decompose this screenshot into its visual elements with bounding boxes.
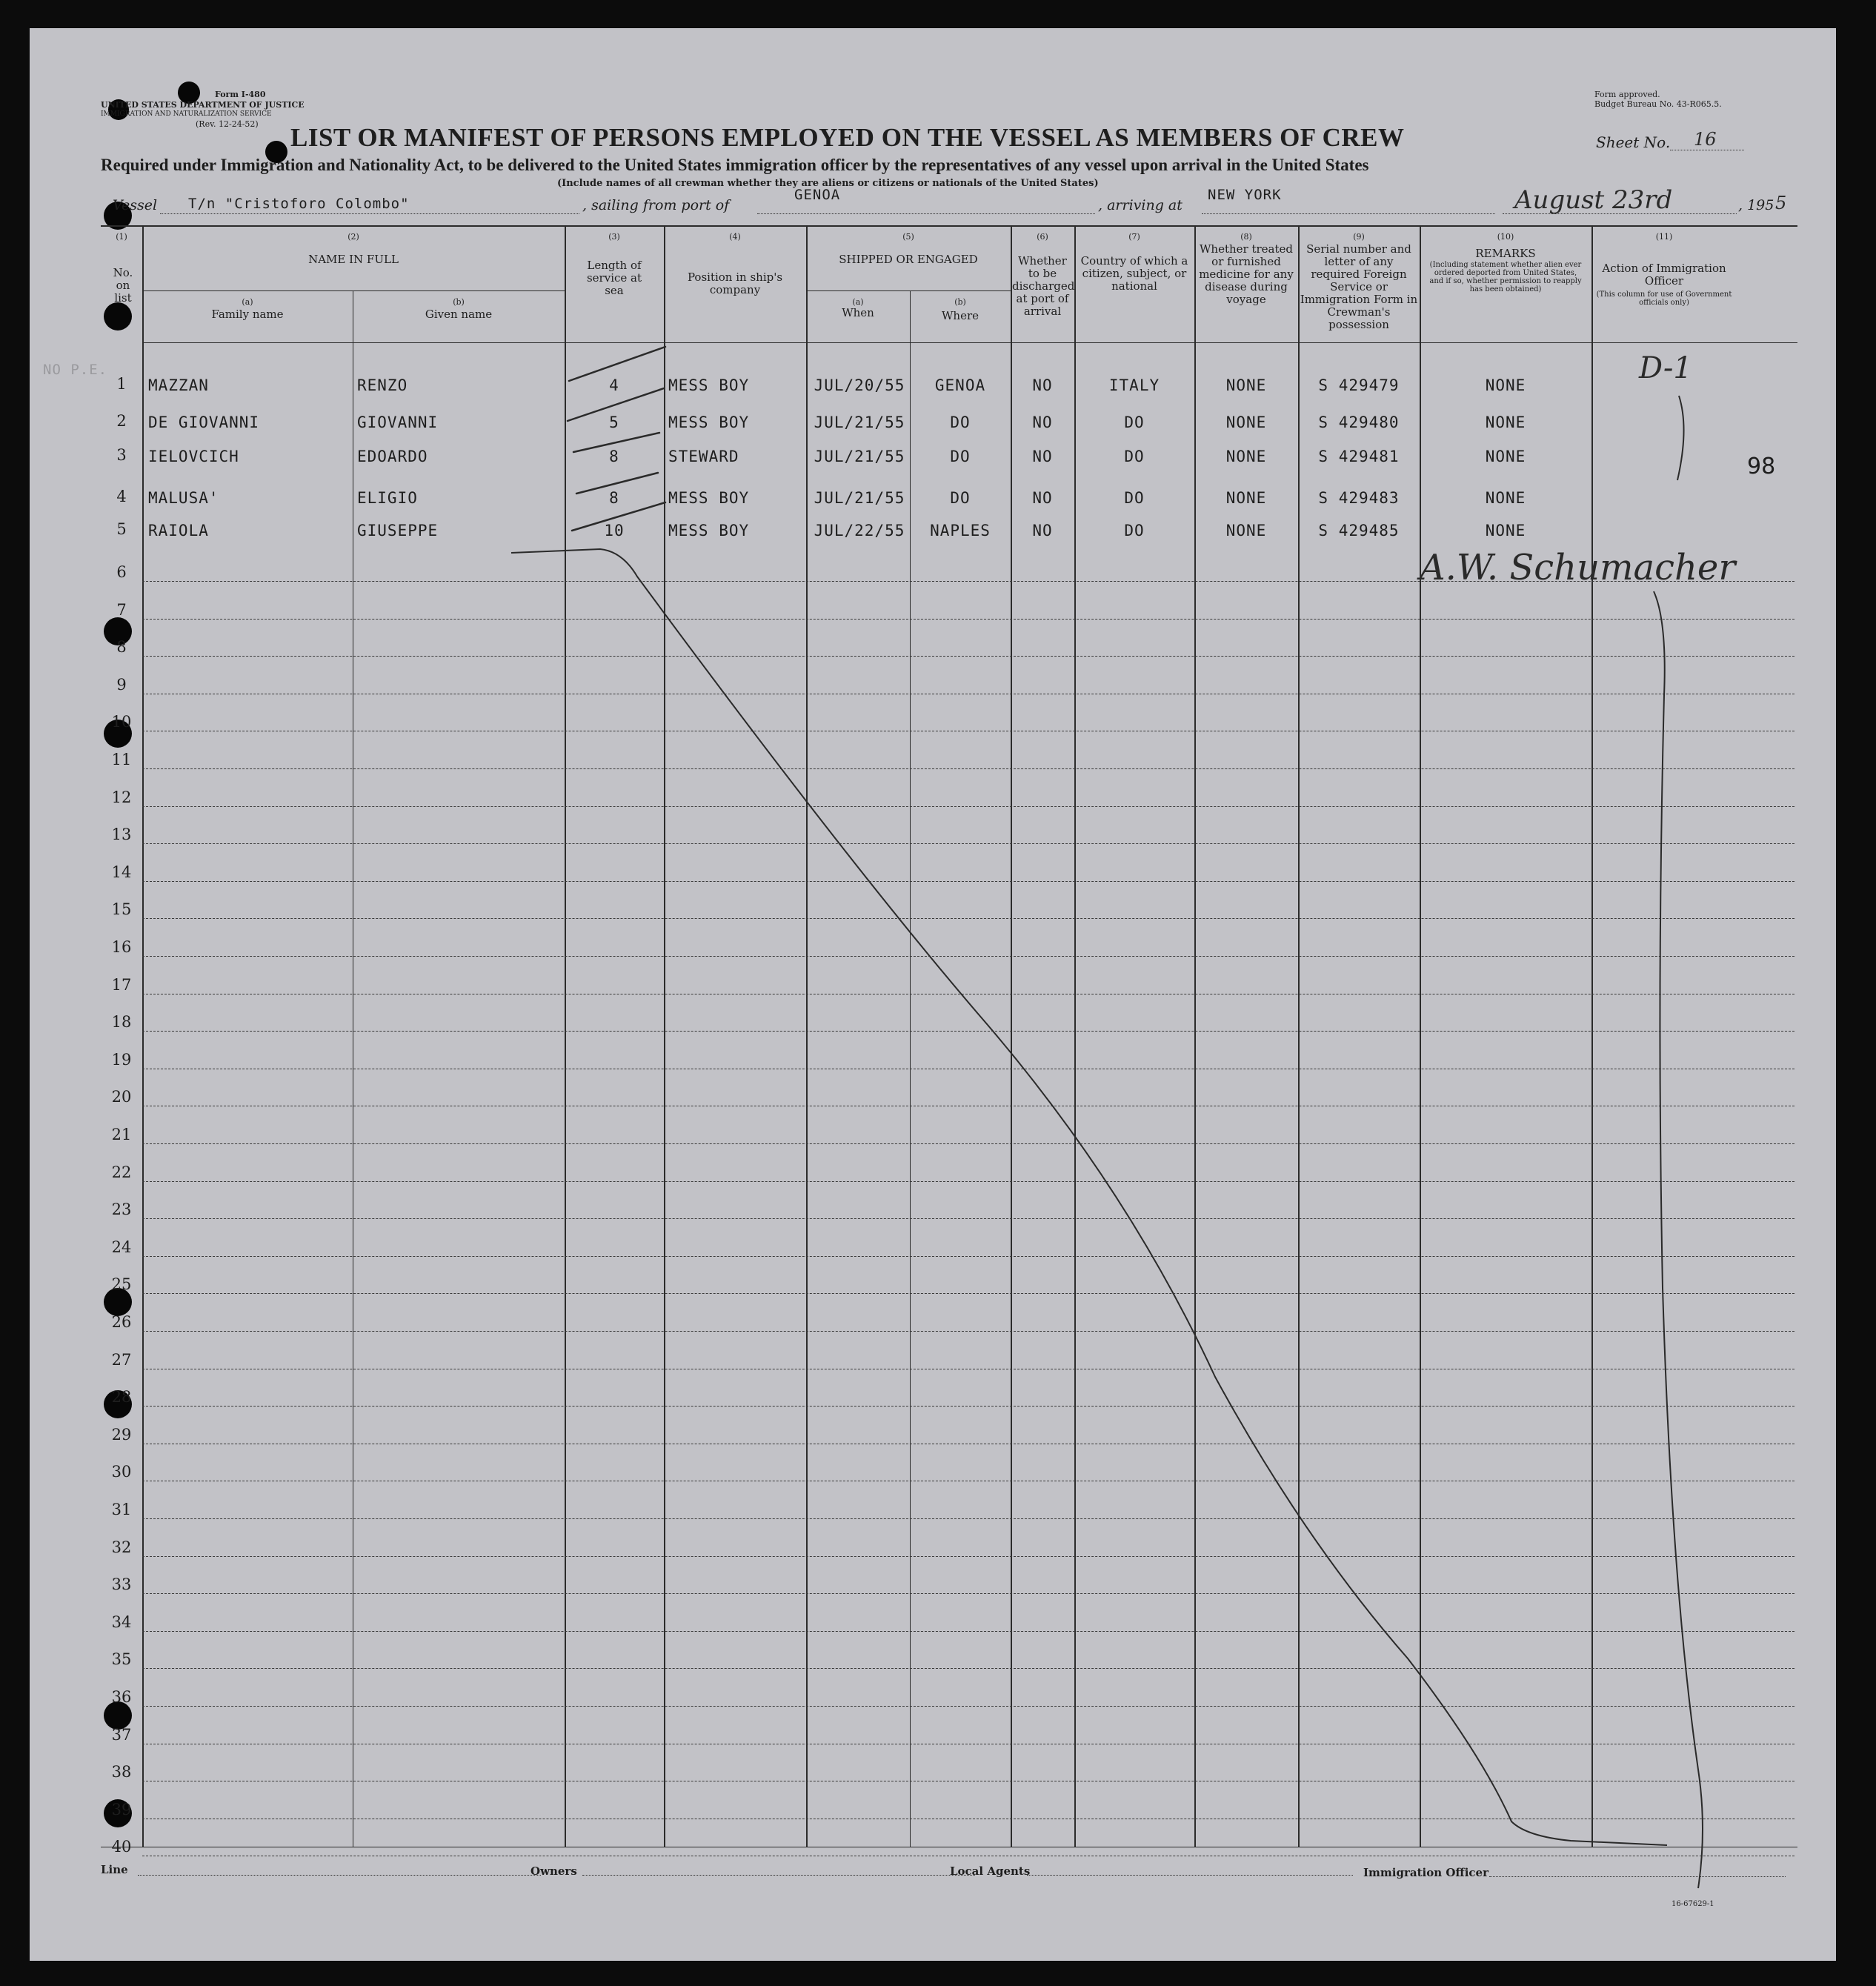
cell-where: GENOA (934, 376, 986, 394)
row-number: 40 (111, 1838, 132, 1856)
print-code: 16-67629-1 (1672, 1900, 1714, 1908)
row-number: 29 (111, 1425, 132, 1444)
approval-line-1: Form approved. (1594, 90, 1660, 99)
page-title: LIST OR MANIFEST OF PERSONS EMPLOYED ON THE VESSEL AS MEMBERS OF CREW (290, 123, 1405, 152)
row-number: 8 (116, 638, 127, 657)
row-number: 27 (111, 1350, 132, 1369)
page-note: (Include names of all crewman whether they are aliens or citizens or nationals of the United States) (557, 178, 1099, 189)
approval-line-2: Budget Bureau No. 43-R065.5. (1594, 99, 1722, 109)
cell-when: JUL/21/55 (814, 448, 905, 465)
col-2b-number: (b) (453, 297, 465, 307)
cell-when: JUL/22/55 (814, 522, 905, 539)
col-11-subheader: (This column for use of Government officials only) (1596, 290, 1732, 307)
strike-mark (568, 388, 664, 421)
sailing-label: , sailing from port of (582, 197, 730, 213)
col-1-header: No. on list (113, 266, 133, 305)
col-8-header: Whether treated or furnished medicine for any disease during voyage (1199, 242, 1294, 306)
col-5-header: SHIPPED OR ENGAGED (839, 253, 978, 266)
form-number: Form I-480 (215, 90, 266, 99)
col-5a-number: (a) (852, 297, 864, 307)
col-8-number: (8) (1240, 232, 1252, 242)
col-10-number: (10) (1497, 232, 1514, 242)
row-number: 7 (116, 600, 127, 619)
cell-family: RAIOLA (148, 522, 209, 539)
cell-when: JUL/20/55 (814, 376, 905, 394)
cell-discharged: NO (1032, 522, 1053, 539)
year-prefix: , 195 (1738, 197, 1774, 213)
handwriting-overlay (30, 28, 1836, 1961)
margin-stamp: NO P.E. (43, 362, 108, 378)
row-number: 22 (111, 1163, 132, 1181)
cell-where: DO (950, 414, 971, 431)
row-number: 18 (111, 1013, 132, 1032)
footer-agents-label: Local Agents (950, 1864, 1031, 1878)
row-number: 6 (116, 563, 127, 581)
row-number: 17 (111, 975, 132, 994)
sailing-value: GENOA (794, 187, 841, 203)
footer-line-2 (582, 1875, 975, 1876)
row-number: 34 (111, 1613, 132, 1631)
cell-medicine: NONE (1225, 448, 1267, 465)
col-5a-header: When (842, 306, 874, 319)
vessel-value: T/n "Cristoforo Colombo" (188, 196, 410, 212)
action-mark: D-1 (1639, 351, 1692, 385)
cell-serial: S 429483 (1318, 489, 1400, 507)
cell-where: NAPLES (930, 522, 991, 539)
row-number: 19 (111, 1050, 132, 1069)
col-1-number: (1) (116, 232, 127, 242)
vessel-label: Vessel (113, 197, 158, 213)
cell-when: JUL/21/55 (814, 489, 905, 507)
row-number: 28 (111, 1388, 132, 1407)
row-number: 35 (111, 1650, 132, 1669)
row-number: 30 (111, 1463, 132, 1481)
row-number: 13 (111, 826, 132, 844)
row-number: 24 (111, 1238, 132, 1256)
cell-country: ITALY (1108, 376, 1160, 394)
cell-serial: S 429479 (1318, 376, 1400, 394)
department-name: UNITED STATES DEPARTMENT OF JUSTICE (101, 100, 305, 110)
cell-position: MESS BOY (668, 376, 750, 394)
cell-when: JUL/21/55 (814, 414, 905, 431)
cell-serial: S 429480 (1318, 414, 1400, 431)
col-2b-header: Given name (425, 308, 493, 321)
cell-country: DO (1124, 448, 1145, 465)
row-number: 38 (111, 1763, 132, 1781)
arriving-label: , arriving at (1098, 197, 1183, 213)
footer-officer-label: Immigration Officer (1363, 1866, 1489, 1879)
cell-where: DO (950, 489, 971, 507)
row-number: 37 (111, 1725, 132, 1744)
cell-length: 8 (609, 489, 619, 507)
cell-given: GIOVANNI (357, 414, 439, 431)
col-6-number: (6) (1037, 232, 1048, 242)
strike-mark (572, 502, 665, 531)
form-revision: (Rev. 12-24-52) (196, 119, 259, 129)
arrival-date: August 23rd (1514, 185, 1673, 215)
cell-given: EDOARDO (357, 448, 428, 465)
col-5b-header: Where (941, 309, 979, 322)
cell-position: STEWARD (668, 448, 739, 465)
sheet-number-label: Sheet No. (1596, 133, 1671, 151)
strike-mark (576, 473, 658, 494)
row-number: 20 (111, 1088, 132, 1106)
strike-mark (569, 347, 665, 381)
col-2a-header: Family name (211, 308, 284, 321)
col-4-header: Position in ship's company (687, 270, 783, 296)
manifest-sheet (30, 28, 1836, 1961)
col-7-number: (7) (1128, 232, 1140, 242)
cell-given: ELIGIO (357, 489, 418, 507)
col-9-number: (9) (1353, 232, 1365, 242)
cell-given: RENZO (357, 376, 408, 394)
row-number: 23 (111, 1200, 132, 1219)
cell-discharged: NO (1032, 489, 1053, 507)
cell-country: DO (1124, 414, 1145, 431)
cell-remarks: NONE (1485, 414, 1526, 431)
cell-serial: S 429485 (1318, 522, 1400, 539)
row-number: 2 (116, 412, 127, 430)
col-2-number: (2) (347, 232, 359, 242)
page-subtitle: Required under Immigration and Nationality Act, to be delivered to the United States immigration officer by the representatives of any vessel upon arrival in the United States (101, 156, 1369, 174)
length-strike-marks (568, 347, 665, 531)
cell-length: 5 (609, 414, 619, 431)
cancel-diagonal-line (511, 549, 1667, 1845)
col-9-header: Serial number and letter of any required Foreign Service or Immigration Form in Crewman's possession (1300, 242, 1418, 331)
cell-medicine: NONE (1225, 414, 1267, 431)
cell-remarks: NONE (1485, 448, 1526, 465)
row-number: 33 (111, 1575, 132, 1594)
cell-medicine: NONE (1225, 489, 1267, 507)
footer-line-1 (138, 1875, 541, 1876)
service-name: IMMIGRATION AND NATURALIZATION SERVICE (101, 110, 272, 118)
arriving-value: NEW YORK (1208, 187, 1282, 203)
cell-discharged: NO (1032, 448, 1053, 465)
row-number: 26 (111, 1313, 132, 1331)
row-number: 11 (111, 751, 132, 768)
row-number: 14 (111, 863, 132, 881)
row-number: 1 (116, 375, 127, 393)
row-number: 3 (116, 446, 127, 464)
row-number: 36 (111, 1688, 132, 1706)
row-number: 15 (111, 900, 132, 919)
year-suffix: 5 (1775, 193, 1787, 213)
cell-given: GIUSEPPE (357, 522, 439, 539)
cell-where: DO (950, 448, 971, 465)
row-number: 9 (116, 675, 127, 694)
row-number: 25 (111, 1275, 132, 1294)
cell-serial: S 429481 (1318, 448, 1400, 465)
strike-mark (573, 433, 659, 452)
col-7-header: Country of which a citizen, subject, or national (1080, 254, 1188, 293)
cell-position: MESS BOY (668, 522, 750, 539)
col-2a-number: (a) (242, 297, 253, 307)
cell-position: MESS BOY (668, 489, 750, 507)
cell-length: 4 (609, 376, 619, 394)
row-number: 16 (111, 938, 132, 956)
cell-discharged: NO (1032, 414, 1053, 431)
footer-owners-label: Owners (530, 1864, 577, 1878)
cell-position: MESS BOY (668, 414, 750, 431)
cell-length: 8 (609, 448, 619, 465)
row-number: 10 (111, 713, 132, 731)
cell-discharged: NO (1032, 376, 1053, 394)
officer-signature: A.W. Schumacher (1420, 547, 1736, 588)
row-number: 32 (111, 1538, 132, 1556)
footer-line-label: Line (101, 1863, 128, 1876)
col-5b-number: (b) (954, 297, 966, 307)
col-6-header: Whether to be discharged at port of arrival (1012, 254, 1075, 318)
margin-number: 98 (1747, 454, 1776, 479)
row-number: 39 (111, 1800, 132, 1819)
cell-medicine: NONE (1225, 376, 1267, 394)
row-number: 21 (111, 1126, 132, 1143)
row-number: 5 (116, 520, 127, 538)
col-11-number: (11) (1655, 232, 1673, 242)
cell-remarks: NONE (1485, 489, 1526, 507)
cell-family: MALUSA' (148, 489, 219, 507)
cell-country: DO (1124, 489, 1145, 507)
cell-family: IELOVCICH (148, 448, 239, 465)
cell-country: DO (1124, 522, 1145, 539)
col-10-header: REMARKS (1475, 247, 1536, 260)
cell-remarks: NONE (1485, 376, 1526, 394)
row-number: 12 (111, 788, 132, 806)
row-number: 4 (116, 488, 127, 505)
col-3-number: (3) (608, 232, 620, 242)
row-number: 31 (111, 1501, 132, 1518)
footer-line-4 (1489, 1876, 1786, 1877)
footer-line-3 (1027, 1875, 1353, 1876)
col-10-subheader: (Including statement whether alien ever ordered deported from United States, and if so, whether permission to reapply has been obtained) (1429, 261, 1582, 293)
col-5-number: (5) (902, 232, 914, 242)
cell-length: 10 (604, 522, 625, 539)
cell-family: DE GIOVANNI (148, 414, 260, 431)
cell-family: MAZZAN (148, 376, 209, 394)
cell-remarks: NONE (1485, 522, 1526, 539)
col-4-number: (4) (729, 232, 741, 242)
col-3-header: Length of service at sea (586, 259, 642, 297)
col-11-header: Action of Immigration Officer (1602, 262, 1726, 288)
cell-medicine: NONE (1225, 522, 1267, 539)
col-2-header: NAME IN FULL (308, 253, 399, 266)
action-vertical-line (1654, 396, 1703, 1888)
sheet-number-value: 16 (1694, 129, 1717, 150)
